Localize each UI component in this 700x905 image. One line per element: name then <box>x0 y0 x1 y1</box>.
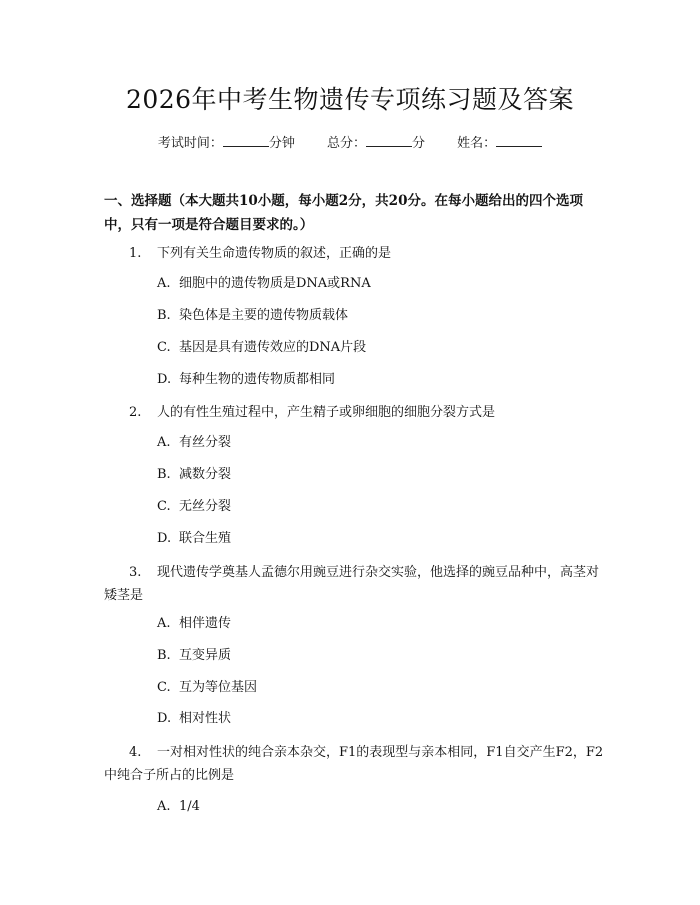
question-number: 3. <box>129 565 142 580</box>
option-text: 相伴遗传 <box>179 616 232 631</box>
score-label: 总分： <box>326 136 366 151</box>
option-text: 每种生物的遗传物质都相同 <box>179 372 336 387</box>
option-1d <box>157 370 335 390</box>
option-text: 互变异质 <box>179 648 232 663</box>
option-text: 1/4 <box>179 799 200 814</box>
score-field <box>327 132 425 151</box>
option-4a <box>157 797 200 817</box>
document-title: 2026年中考生物遗传专项练习题及答案 <box>125 85 575 114</box>
option-2d <box>157 529 231 549</box>
exam-info-line <box>0 132 700 151</box>
name-blank <box>496 134 542 147</box>
question-text: 一对相对性状的纯合亲本杂交，F1的表现型与亲本相同，F1自交产生F2，F2中纯合子所占的比例是 <box>104 745 604 783</box>
question-number: 2. <box>129 405 142 420</box>
question-number: 4. <box>129 745 142 760</box>
option-letter: A. <box>157 435 171 450</box>
question-1 <box>104 242 604 265</box>
option-1c <box>157 338 366 358</box>
time-unit: 分钟 <box>268 136 295 151</box>
option-text: 联合生殖 <box>179 531 232 546</box>
option-letter: D. <box>157 372 172 387</box>
option-text: 减数分裂 <box>179 467 232 482</box>
option-1a <box>157 274 371 294</box>
option-text: 相对性状 <box>179 711 232 726</box>
option-text: 细胞中的遗传物质是DNA或RNA <box>179 276 371 291</box>
option-letter: B. <box>157 648 171 663</box>
option-letter: B. <box>157 467 171 482</box>
option-letter: C. <box>157 340 171 355</box>
question-text: 下列有关生命遗传物质的叙述，正确的是 <box>157 246 392 261</box>
question-text: 现代遗传学奠基人孟德尔用豌豆进行杂交实验，他选择的豌豆品种中，高茎对矮茎是 <box>104 565 600 603</box>
time-label: 考试时间： <box>157 136 223 151</box>
section-heading: 一、选择题（本大题共10小题，每小题2分，共20分。在每小题给出的四个选项中，只有一项是符合题目要求的。） <box>104 193 583 233</box>
option-2b <box>157 465 231 485</box>
option-letter: A. <box>157 616 171 631</box>
question-4 <box>104 741 604 787</box>
option-2a <box>157 433 231 453</box>
question-2 <box>104 401 604 424</box>
option-2c <box>157 497 231 517</box>
question-text: 人的有性生殖过程中，产生精子或卵细胞的细胞分裂方式是 <box>157 405 496 420</box>
question-3 <box>104 561 604 607</box>
option-letter: C. <box>157 499 171 514</box>
option-letter: A. <box>157 799 171 814</box>
option-3c <box>157 678 257 698</box>
option-3b <box>157 646 231 666</box>
score-blank <box>366 134 412 147</box>
option-text: 染色体是主要的遗传物质载体 <box>179 308 349 323</box>
question-number: 1. <box>129 246 142 261</box>
option-letter: B. <box>157 308 171 323</box>
option-text: 基因是具有遗传效应的DNA片段 <box>179 340 367 355</box>
time-blank <box>223 134 269 147</box>
name-label: 姓名： <box>457 136 497 151</box>
option-letter: D. <box>157 531 172 546</box>
time-field <box>158 132 295 151</box>
option-1b <box>157 306 348 326</box>
option-letter: D. <box>157 711 172 726</box>
option-letter: C. <box>157 680 171 695</box>
option-3d <box>157 709 231 729</box>
option-text: 有丝分裂 <box>179 435 232 450</box>
name-field <box>457 132 542 151</box>
option-3a <box>157 614 231 634</box>
option-text: 无丝分裂 <box>179 499 232 514</box>
score-unit: 分 <box>412 136 426 151</box>
option-letter: A. <box>157 276 171 291</box>
option-text: 互为等位基因 <box>179 680 258 695</box>
